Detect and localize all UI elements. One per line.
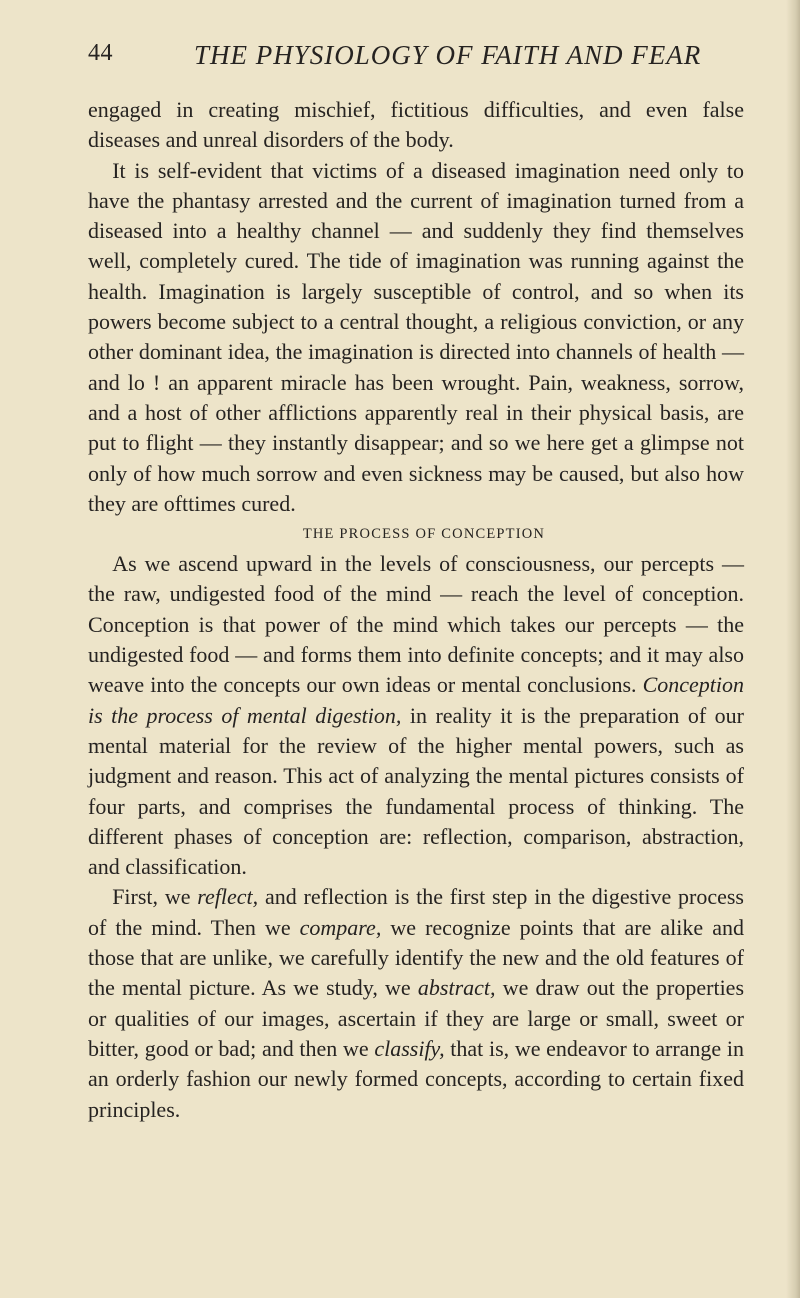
paragraph-1: engaged in creating mischief, fictitious difficulties, and even false diseases and unreal disorders of the body. [88,97,744,153]
page-header [88,40,748,74]
paragraph-3-text-b: in reality it is the preparation of our mental material for the review of the higher mental powers, such as judgment and reason. This act of analyzing the mental pictures consists of four parts, and comprises the fundamental process of thinking. The different phases of conception are: reflection, comparison, abstraction, and classification. [88,702,744,880]
paragraph-3 [88,549,744,882]
paragraph-4-text-a: First, we [112,884,198,910]
paragraph-3-text-a: As we ascend upward in the levels of consciousness, our percepts — the raw, undigested food of the mind — reach the level of conception. Conception is that power of the mind which takes our percepts — the undigested food — and forms them into definite concepts; and it may also weave into the concepts our own ideas or mental conclusions. [88,551,744,698]
paragraph-4-text-c: we recognize points that are alike and those that are unlike, we carefully identify the new and the old features of the mental picture. As we study, we [88,914,744,1001]
page-number: 44 [88,40,113,66]
paragraph-4-text-e: that is, we endeavor to arrange in an orderly fashion our newly formed concepts, according to certain fixed principles. [88,1035,744,1122]
page-edge-shadow [786,0,800,1298]
section-heading: THE PROCESS OF CONCEPTION [302,526,546,543]
paragraph-4-text-b: and reflection is the first step in the digestive process of the mind. Then we [88,884,744,940]
paragraph-4 [88,882,744,1124]
paragraph-4-emphasis-reflect: reflect, [197,884,259,910]
paragraph-4-emphasis-compare: compare, [299,914,382,940]
paragraph-4-text-d: we draw out the properties or qualities of our images, ascertain if they are large or small, sweet or bitter, good or bad; and then we [88,975,745,1061]
body-text [88,95,744,1125]
paragraph-4-emphasis-classify: classify, [374,1035,445,1061]
paragraph-4-emphasis-abstract: abstract, [417,975,496,1001]
running-title: THE PHYSIOLOGY OF FAITH AND FEAR [194,40,702,70]
paragraph-2: It is self-evident that victims of a diseased imagination need only to have the phantasy arrested and the current of imagination turned from a diseased into a healthy channel — and suddenly they find themselves well, completely cured. The tide of imagination was running against the health. Imagination is largely susceptible of control, and so when its powers become subject to a central thought, a religious conviction, or any other dominant idea, the imagination is directed into channels of health — and lo ! an apparent miracle has been wrought. Pain, weakness, sorrow, and a host of other afflictions apparently real in their physical basis, are put to flight — they instantly disappear; and so we here get a glimpse not only of how much sorrow and even sickness may be caused, but also how they are ofttimes cured. [88,157,744,516]
paragraph-3-emphasis: Conception is the process of mental digestion, [88,672,744,728]
